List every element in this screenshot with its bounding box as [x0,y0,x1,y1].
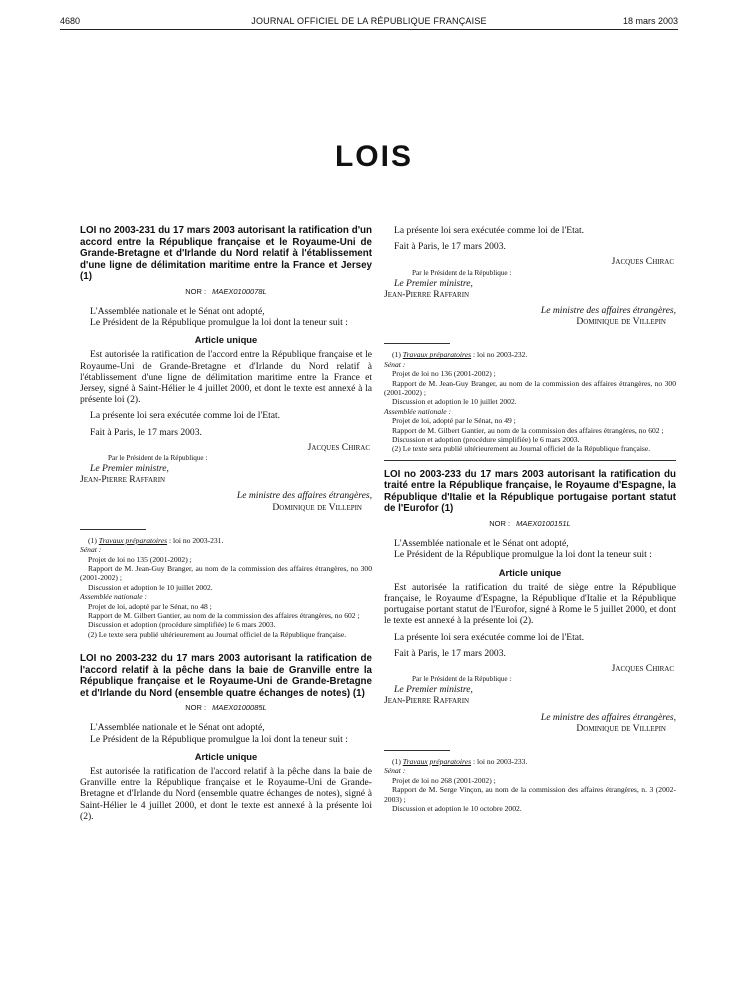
fait-a-text: Fait à Paris, le 17 mars 2003. [394,241,506,253]
execution-text: La présente loi sera exécutée comme loi de l'Etat. [90,410,281,422]
president-name: Jacques Chirac [611,662,674,674]
an-label: Assemblée nationale : [384,406,452,416]
publication-date: 18 mars 2003 [622,16,678,26]
fn-senat-2: Rapport de M. Serge Vinçon, au nom de la commission des affaires étrangères, n. 3 (2002-2003) ; [384,785,676,804]
president-name: Jacques Chirac [611,256,674,268]
assemblee-text: L'Assemblée nationale et le Sénat ont adopté, [90,305,265,317]
president-name: Jacques Chirac [307,441,370,453]
fn-an-3: Discussion et adoption (procédure simplifiée) le 6 mars 2003. [392,435,580,445]
senat-label: Sénat : [384,359,406,369]
minister-title: Le ministre des affaires étrangères, [540,711,676,723]
footnote-1: (1) Travaux préparatoires : loi no 2003-233. [392,756,528,766]
page-header [60,16,678,30]
article-text: Est autorisée la ratification du traité de siège entre la République française, le Royaume d'Espagne, la République d'Italie et la République portugaise portant statut de l'Eurofor, signé à Rome le 5 juillet 2000, et dont le texte est annexé à la présente loi (2). [384,581,676,627]
footnote-loi: : loi no 2003-231. [168,535,224,545]
senat-label: Sénat : [80,545,102,555]
minister-name: Dominique de Villepin [576,722,666,734]
pm-name: Jean-Pierre Raffarin [384,695,470,707]
fait-a-text: Fait à Paris, le 17 mars 2003. [90,426,202,438]
footnote-1: (1) Travaux préparatoires : loi no 2003-231. [88,535,224,545]
fn-an-1: Projet de loi, adopté par le Sénat, no 48 ; [88,601,212,611]
fn-an-3: Discussion et adoption (procédure simplifiée) le 6 mars 2003. [88,620,276,630]
pm-title: Le Premier ministre, [394,684,473,696]
fn-an-1: Projet de loi, adopté par le Sénat, no 49 ; [392,416,516,426]
minister-name: Dominique de Villepin [272,501,362,513]
footnote-rule [80,529,146,530]
law-title: LOI no 2003-233 du 17 mars 2003 autorisant la ratification du traité entre la République française, le Royaume d'Espagne, la République d'Italie et la République portugaise portant statut de l'Eurofor (1) [384,468,676,515]
par-le-president: Par le Président de la République : [412,268,512,277]
minister-name: Dominique de Villepin [576,316,666,328]
nor-label: NOR : [185,703,207,713]
an-label: Assemblée nationale : [80,592,148,602]
pm-title: Le Premier ministre, [394,277,473,289]
nor-code: MAEX0100151L [516,518,571,528]
footnote-1: (1) Travaux préparatoires : loi no 2003-232. [392,350,528,360]
promulgation-text: Le Président de la République promulgue la loi dont la teneur suit : [90,733,348,745]
minister-title: Le ministre des affaires étrangères, [236,490,372,502]
promulgation-text: Le Président de la République promulgue la loi dont la teneur suit : [90,316,348,328]
nor-label: NOR : [489,518,511,528]
pm-title: Le Premier ministre, [90,462,169,474]
travaux-label: Travaux préparatoires [402,350,472,360]
law-separator [384,460,676,461]
journal-title: JOURNAL OFFICIEL DE LA RÉPUBLIQUE FRANÇAISE [251,16,487,26]
page-number: 4680 [60,16,81,26]
footnote-loi: : loi no 2003-232. [472,350,528,360]
execution-text: La présente loi sera exécutée comme loi de l'Etat. [394,631,585,643]
fn-an-2: Rapport de M. Gilbert Gantier, au nom de la commission des affaires étrangères, no 602 ; [392,425,664,435]
law-title: LOI no 2003-231 du 17 mars 2003 autorisant la ratification d'un accord entre la République française et le Royaume-Uni de Grande-Bretagne et d'Irlande du Nord relatif à l'établissement d'une ligne de délimitation maritime entre la France et Jersey (1) [80,225,372,282]
article-heading: Article unique [498,566,562,578]
article-text: Est autorisée la ratification de l'accord entre la République française et le Royaume-Uni de Grande-Bretagne et d'Irlande du Nord relatif à l'établissement d'une ligne de délimitation maritime entre la France et Jersey, signé à Saint-Hélier le 4 juillet 2000, et dont le texte est annexé à la présente loi (2). [80,349,372,406]
footnote-rule [384,750,450,751]
article-heading: Article unique [194,334,258,346]
fn-senat-2: Rapport de M. Jean-Guy Branger, au nom de la commission des affaires étrangères, no 300 (2001-2002) ; [384,378,676,398]
fn-senat-2: Rapport de M. Jean-Guy Branger, au nom de la commission des affaires étrangères, no 300 (2001-2002) ; [80,563,372,583]
article-text: Est autorisée la ratification de l'accord relatif à la pêche dans la baie de Granville entre la République française et le Royaume-Uni de Grande-Bretagne et d'Irlande du Nord (ensemble quatre échanges de notes), signé à Saint-Hélier le 4 juillet 2000, et dont le texte est annexé à la présente loi (2). [80,766,372,822]
fn-senat-1: Projet de loi no 268 (2001-2002) ; [392,775,496,785]
law-2003-232 [80,653,372,822]
pm-name: Jean-Pierre Raffarin [80,474,166,486]
nor-reference [80,702,372,713]
law-2003-232-continued [384,225,676,454]
nor-reference [80,286,372,297]
nor-label: NOR : [185,286,207,296]
right-column [384,225,676,813]
fn-senat-1: Projet de loi no 136 (2001-2002) ; [392,369,496,379]
nor-code: MAEX0100085L [212,703,267,713]
nor-code: MAEX0100078L [212,286,267,296]
senat-label: Sénat : [384,766,406,776]
fn-senat-3: Discussion et adoption le 10 octobre 2002. [392,803,522,813]
article-heading: Article unique [194,750,258,762]
par-le-president: Par le Président de la République : [412,675,512,684]
par-le-president: Par le Président de la République : [108,453,208,462]
execution-text: La présente loi sera exécutée comme loi de l'Etat. [394,225,585,236]
promulgation-text: Le Président de la République promulgue la loi dont la teneur suit : [394,549,652,561]
fn-senat-3: Discussion et adoption le 10 juillet 2002. [88,582,213,592]
fn-senat-3: Discussion et adoption le 10 juillet 2002. [392,397,517,407]
footnotes [384,757,676,813]
assemblee-text: L'Assemblée nationale et le Sénat ont adopté, [394,538,569,550]
fn-an-2: Rapport de M. Gilbert Gantier, au nom de la commission des affaires étrangères, no 602 ; [88,611,360,620]
section-title: LOIS [334,140,413,173]
fn-senat-1: Projet de loi no 135 (2001-2002) ; [88,554,192,564]
pm-name: Jean-Pierre Raffarin [384,288,470,300]
footnote-2: (2) Le texte sera publié ultérieurement au Journal officiel de la République française. [392,444,651,454]
travaux-label: Travaux préparatoires [402,756,472,766]
footnote-2: (2) Le texte sera publié ultérieurement au Journal officiel de la République française. [88,629,347,639]
footnotes [80,536,372,639]
minister-title: Le ministre des affaires étrangères, [540,305,676,317]
left-column [80,225,372,822]
footnotes [384,350,676,453]
travaux-label: Travaux préparatoires [98,535,168,545]
header-rule [60,29,678,30]
assemblee-text: L'Assemblée nationale et le Sénat ont adopté, [90,722,265,734]
footnote-rule [384,343,450,344]
nor-reference [384,518,676,529]
law-2003-231 [80,225,372,639]
fait-a-text: Fait à Paris, le 17 mars 2003. [394,647,506,659]
law-title: LOI no 2003-232 du 17 mars 2003 autorisant la ratification de l'accord relatif à la pêche dans la baie de Granville entre la République française et le Royaume-Uni de Grande-Bretagne et d'Irlande du Nord (ensemble quatre échanges de notes) (1) [80,653,372,699]
footnote-loi: : loi no 2003-233. [472,756,528,766]
law-2003-233 [384,469,676,813]
